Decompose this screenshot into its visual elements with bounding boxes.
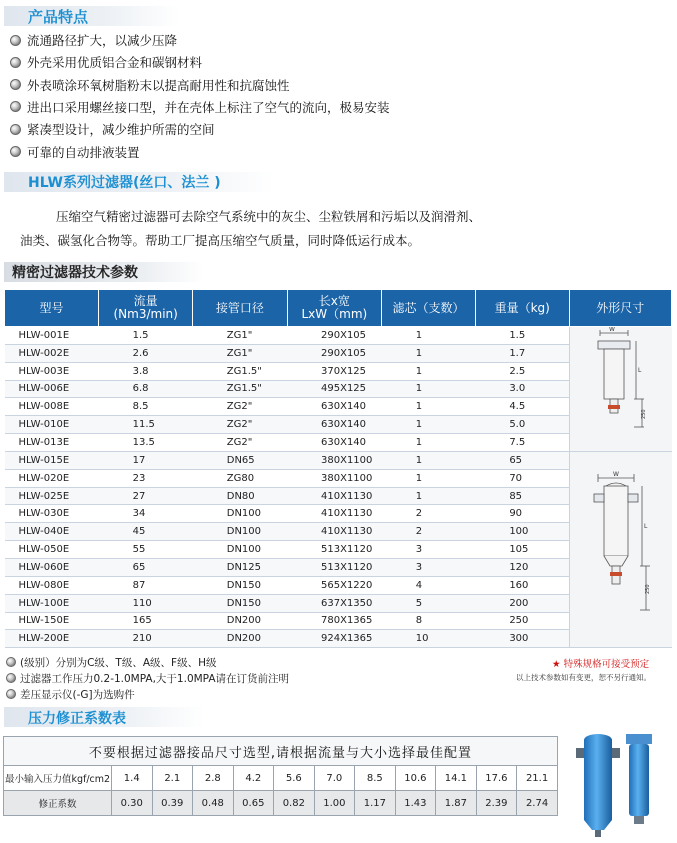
cell-element: 3 bbox=[382, 558, 476, 576]
large-filter-diagram bbox=[584, 470, 654, 620]
cell-weight: 3.0 bbox=[475, 380, 569, 398]
cell-weight: 65 bbox=[475, 451, 569, 469]
cell-port: ZG1" bbox=[193, 344, 287, 362]
cell-port: DN125 bbox=[193, 558, 287, 576]
cell-port: ZG1" bbox=[193, 327, 287, 345]
cell-port: DN100 bbox=[193, 523, 287, 541]
series-title: HLW系列过滤器(丝口、法兰 ) bbox=[28, 175, 221, 191]
cell-element: 3 bbox=[382, 541, 476, 559]
cell-weight: 4.5 bbox=[475, 398, 569, 416]
spec-header-row bbox=[5, 290, 672, 327]
pressure-value: 21.1 bbox=[517, 766, 558, 791]
cell-size: 290X105 bbox=[287, 327, 382, 345]
pressure-value: 17.6 bbox=[476, 766, 517, 791]
correction-value: 2.39 bbox=[476, 791, 517, 816]
cell-flow: 34 bbox=[99, 505, 193, 523]
cell-port: ZG2" bbox=[193, 434, 287, 452]
special-order-text: 特殊规格可接受预定 bbox=[563, 659, 650, 670]
pressure-value: 4.2 bbox=[233, 766, 274, 791]
header-model: 型号 bbox=[5, 290, 99, 327]
header-flow bbox=[99, 290, 193, 327]
bullet-icon bbox=[6, 673, 16, 683]
correction-value: 0.82 bbox=[274, 791, 315, 816]
note-item bbox=[6, 670, 289, 686]
cell-weight: 200 bbox=[475, 594, 569, 612]
cell-element: 1 bbox=[382, 451, 476, 469]
correction-value: 0.48 bbox=[193, 791, 234, 816]
small-diagram-l-label: L bbox=[638, 367, 642, 374]
header-flow-unit: (Nm3/min) bbox=[113, 307, 178, 321]
cell-size: 513X1120 bbox=[287, 541, 382, 559]
pressure-table bbox=[3, 736, 558, 816]
cell-flow: 23 bbox=[99, 469, 193, 487]
pressure-value: 10.6 bbox=[395, 766, 436, 791]
header-size-unit: LxW（mm) bbox=[301, 307, 368, 321]
pressure-value: 8.5 bbox=[355, 766, 396, 791]
cell-flow: 110 bbox=[99, 594, 193, 612]
cell-model: HLW-010E bbox=[5, 416, 99, 434]
cell-port: ZG2" bbox=[193, 416, 287, 434]
cell-size: 630X140 bbox=[287, 398, 382, 416]
star-icon: ★ bbox=[552, 659, 561, 670]
special-order-note bbox=[552, 656, 649, 670]
cell-weight: 250 bbox=[475, 612, 569, 630]
feature-text: 紧凑型设计，减少维护所需的空间 bbox=[27, 122, 215, 138]
table-row bbox=[5, 327, 672, 345]
series-paragraph-line2: 油类、碳氢化合物等。帮助工厂提高压缩空气质量，同时降低运行成本。 bbox=[20, 233, 421, 248]
pressure-value: 2.1 bbox=[152, 766, 193, 791]
feature-item bbox=[10, 76, 290, 94]
cell-weight: 2.5 bbox=[475, 362, 569, 380]
cell-element: 2 bbox=[382, 523, 476, 541]
cell-port: ZG1.5" bbox=[193, 380, 287, 398]
cell-weight: 105 bbox=[475, 541, 569, 559]
cell-weight: 100 bbox=[475, 523, 569, 541]
cell-weight: 1.5 bbox=[475, 327, 569, 345]
cell-element: 1 bbox=[382, 469, 476, 487]
note-text: 过滤器工作压力0.2-1.0MPA,大于1.0MPA请在订货前注明 bbox=[20, 672, 290, 685]
cell-model: HLW-013E bbox=[5, 434, 99, 452]
cell-flow: 65 bbox=[99, 558, 193, 576]
correction-value: 0.30 bbox=[112, 791, 153, 816]
correction-value: 0.39 bbox=[152, 791, 193, 816]
cell-size: 780X1365 bbox=[287, 612, 382, 630]
small-filter-diagram bbox=[582, 327, 652, 437]
cell-flow: 1.5 bbox=[99, 327, 193, 345]
cell-flow: 11.5 bbox=[99, 416, 193, 434]
pressure-row bbox=[4, 766, 558, 791]
cell-port: ZG1.5" bbox=[193, 362, 287, 380]
cell-element: 2 bbox=[382, 505, 476, 523]
correction-value: 2.74 bbox=[517, 791, 558, 816]
cell-flow: 2.6 bbox=[99, 344, 193, 362]
cell-flow: 17 bbox=[99, 451, 193, 469]
cell-element: 1 bbox=[382, 398, 476, 416]
pressure-row-label: 最小输入压力值kgf/cm2 bbox=[4, 766, 112, 791]
pressure-value: 7.0 bbox=[314, 766, 355, 791]
feature-item bbox=[10, 98, 390, 116]
feature-text: 进出口采用螺丝接口型，并在壳体上标注了空气的流向，极易安装 bbox=[27, 99, 390, 115]
cell-element: 4 bbox=[382, 576, 476, 594]
spec-table bbox=[4, 289, 672, 648]
cell-size: 495X125 bbox=[287, 380, 382, 398]
cell-element: 8 bbox=[382, 612, 476, 630]
pressure-value: 1.4 bbox=[112, 766, 153, 791]
features-title: 产品特点 bbox=[28, 8, 89, 26]
cell-element: 1 bbox=[382, 327, 476, 345]
cell-weight: 5.0 bbox=[475, 416, 569, 434]
cell-flow: 210 bbox=[99, 630, 193, 648]
feature-item bbox=[10, 31, 177, 49]
feature-text: 可靠的自动排液装置 bbox=[27, 144, 140, 160]
header-flow-label: 流量 bbox=[133, 294, 158, 308]
feature-text: 外壳采用优质铝合金和碳钢材料 bbox=[27, 55, 203, 71]
note-text: 差压显示仪(-G]为选购件 bbox=[20, 688, 135, 701]
cell-size: 380X1100 bbox=[287, 469, 382, 487]
pressure-header: 不要根据过滤器接品尺寸选型,请根据流量与大小选择最佳配置 bbox=[4, 737, 558, 766]
cell-size: 630X140 bbox=[287, 416, 382, 434]
cell-weight: 120 bbox=[475, 558, 569, 576]
cell-port: DN80 bbox=[193, 487, 287, 505]
cell-weight: 160 bbox=[475, 576, 569, 594]
cell-model: HLW-006E bbox=[5, 380, 99, 398]
pressure-value: 5.6 bbox=[274, 766, 315, 791]
cell-model: HLW-002E bbox=[5, 344, 99, 362]
note-text: (级别）分别为C级、T级、A级、F级、H级 bbox=[20, 656, 217, 669]
cell-model: HLW-100E bbox=[5, 594, 99, 612]
cell-size: 370X125 bbox=[287, 362, 382, 380]
correction-value: 1.17 bbox=[355, 791, 396, 816]
cell-element: 1 bbox=[382, 344, 476, 362]
cell-element: 1 bbox=[382, 416, 476, 434]
cell-flow: 45 bbox=[99, 523, 193, 541]
cell-port: DN150 bbox=[193, 576, 287, 594]
cell-size: 290X105 bbox=[287, 344, 382, 362]
filter-product-photo bbox=[572, 730, 672, 838]
cell-flow: 87 bbox=[99, 576, 193, 594]
bullet-icon bbox=[6, 689, 16, 699]
bullet-icon bbox=[10, 35, 21, 46]
correction-value: 1.87 bbox=[436, 791, 477, 816]
cell-model: HLW-001E bbox=[5, 327, 99, 345]
cell-model: HLW-060E bbox=[5, 558, 99, 576]
feature-text: 外表喷涂环氧树脂粉末以提高耐用性和抗腐蚀性 bbox=[27, 77, 290, 93]
feature-item bbox=[10, 53, 202, 71]
cell-size: 637X1350 bbox=[287, 594, 382, 612]
cell-size: 565X1220 bbox=[287, 576, 382, 594]
bullet-icon bbox=[10, 146, 21, 157]
cell-element: 1 bbox=[382, 380, 476, 398]
cell-size: 410X1130 bbox=[287, 523, 382, 541]
cell-weight: 85 bbox=[475, 487, 569, 505]
cell-size: 410X1130 bbox=[287, 505, 382, 523]
cell-element: 1 bbox=[382, 434, 476, 452]
bullet-icon bbox=[10, 101, 21, 112]
cell-element: 5 bbox=[382, 594, 476, 612]
header-size-label: 长x宽 bbox=[318, 294, 350, 308]
cell-port: ZG80 bbox=[193, 469, 287, 487]
cell-size: 410X1130 bbox=[287, 487, 382, 505]
bullet-icon bbox=[6, 657, 16, 667]
table-row bbox=[5, 451, 672, 469]
cell-port: DN200 bbox=[193, 612, 287, 630]
header-element: 滤芯（支数） bbox=[382, 290, 476, 327]
pressure-title: 压力修正系数表 bbox=[28, 711, 126, 727]
large-diagram-w-label: W bbox=[613, 471, 619, 478]
cell-size: 924X1365 bbox=[287, 630, 382, 648]
series-paragraph-line1: 压缩空气精密过滤器可去除空气系统中的灰尘、尘粒铁屑和污垢以及润滑剂、 bbox=[56, 209, 482, 224]
bullet-icon bbox=[10, 124, 21, 135]
bullet-icon bbox=[10, 79, 21, 90]
cell-port: DN100 bbox=[193, 505, 287, 523]
cell-port: ZG2" bbox=[193, 398, 287, 416]
header-shape: 外形尺寸 bbox=[569, 290, 671, 327]
cell-flow: 8.5 bbox=[99, 398, 193, 416]
bullet-icon bbox=[10, 57, 21, 68]
cell-flow: 55 bbox=[99, 541, 193, 559]
cell-size: 513X1120 bbox=[287, 558, 382, 576]
small-diagram-h-label: 250 bbox=[641, 409, 647, 419]
cell-flow: 3.8 bbox=[99, 362, 193, 380]
cell-weight: 7.5 bbox=[475, 434, 569, 452]
cell-flow: 165 bbox=[99, 612, 193, 630]
cell-model: HLW-030E bbox=[5, 505, 99, 523]
cell-element: 1 bbox=[382, 362, 476, 380]
cell-size: 380X1100 bbox=[287, 451, 382, 469]
large-diagram-h-label: 250 bbox=[645, 584, 651, 594]
note-item bbox=[6, 654, 289, 670]
correction-row bbox=[4, 791, 558, 816]
cell-model: HLW-008E bbox=[5, 398, 99, 416]
cell-element: 10 bbox=[382, 630, 476, 648]
cell-model: HLW-080E bbox=[5, 576, 99, 594]
cell-port: DN65 bbox=[193, 451, 287, 469]
feature-item bbox=[10, 143, 140, 161]
pressure-value: 2.8 bbox=[193, 766, 234, 791]
cell-weight: 300 bbox=[475, 630, 569, 648]
cell-model: HLW-015E bbox=[5, 451, 99, 469]
cell-weight: 90 bbox=[475, 505, 569, 523]
cell-size: 630X140 bbox=[287, 434, 382, 452]
cell-weight: 1.7 bbox=[475, 344, 569, 362]
cell-model: HLW-050E bbox=[5, 541, 99, 559]
header-weight: 重量（kg) bbox=[475, 290, 569, 327]
notes-list bbox=[6, 654, 289, 702]
correction-row-label: 修正系数 bbox=[4, 791, 112, 816]
cell-model: HLW-150E bbox=[5, 612, 99, 630]
cell-flow: 13.5 bbox=[99, 434, 193, 452]
note-item bbox=[6, 686, 289, 702]
feature-text: 流通路径扩大，以减少压降 bbox=[27, 33, 178, 48]
cell-model: HLW-003E bbox=[5, 362, 99, 380]
header-size bbox=[287, 290, 382, 327]
cell-model: HLW-020E bbox=[5, 469, 99, 487]
cell-flow: 6.8 bbox=[99, 380, 193, 398]
feature-item bbox=[10, 120, 215, 138]
cell-model: HLW-025E bbox=[5, 487, 99, 505]
cell-model: HLW-040E bbox=[5, 523, 99, 541]
cell-port: DN150 bbox=[193, 594, 287, 612]
cell-model: HLW-200E bbox=[5, 630, 99, 648]
cell-flow: 27 bbox=[99, 487, 193, 505]
correction-value: 1.00 bbox=[314, 791, 355, 816]
disclaimer: 以上技术参数如有变更，恕不另行通知。 bbox=[516, 673, 651, 682]
header-port: 接管口径 bbox=[193, 290, 287, 327]
cell-port: DN100 bbox=[193, 541, 287, 559]
cell-port: DN200 bbox=[193, 630, 287, 648]
small-diagram-w-label: W bbox=[609, 327, 615, 333]
cell-weight: 70 bbox=[475, 469, 569, 487]
pressure-value: 14.1 bbox=[436, 766, 477, 791]
cell-element: 1 bbox=[382, 487, 476, 505]
spec-title: 精密过滤器技术参数 bbox=[12, 265, 138, 281]
large-diagram-l-label: L bbox=[644, 523, 648, 530]
correction-value: 0.65 bbox=[233, 791, 274, 816]
correction-value: 1.43 bbox=[395, 791, 436, 816]
